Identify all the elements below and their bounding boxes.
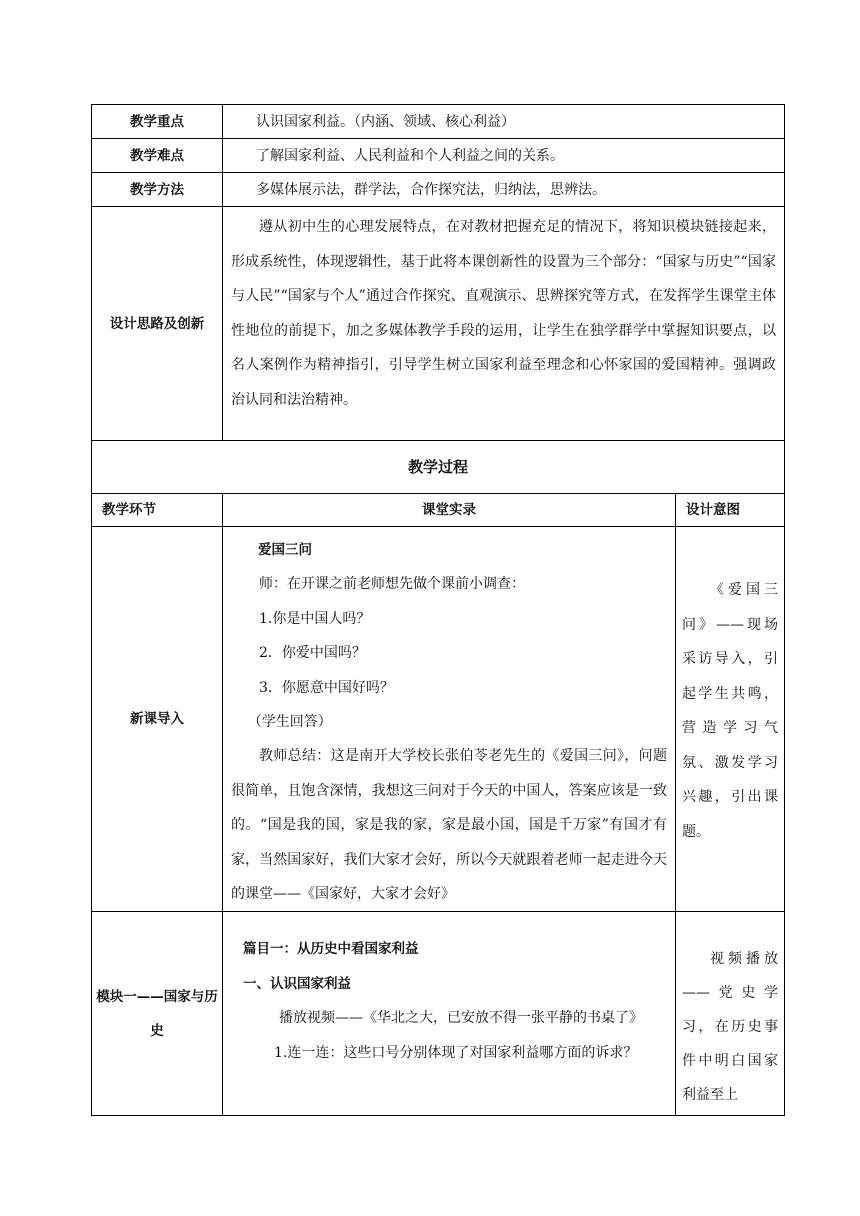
design-text: 遵从初中生的心理发展特点，在对教材把握充足的情况下，将知识模块链接起来，形成系统性，体现逻辑性，基于此将本课创新性的设置为三个部分：“国家与历史”“国家与人民”“国家与个人”通过合作探究、直观演示、思辨探究等方式，在发挥学生课堂主体性地位的前提下，加之多媒体教学手段的运用，让学生在独学群学中掌握知识要点，以名人案例作为精神指引，引导学生树立国家利益至理念和心怀家国的爱国精神。强调政治认同和法治精神。 [223, 207, 785, 441]
intro-line: （学生回答） [247, 714, 332, 731]
intro-record [223, 527, 676, 912]
process-header-row [92, 494, 785, 527]
methods-text: 多媒体展示法，群学法，合作探究法，归纳法，思辨法。 [223, 173, 785, 207]
module1-line-heading: 一、认识国家利益 [243, 975, 351, 992]
difficulties-text: 了解国家利益、人民利益和个人利益之间的关系。 [223, 139, 785, 173]
intro-line: 1.你是中国人吗？ [259, 610, 371, 627]
module1-line: 播放视频——《华北之大，已安放不得一张平静的书桌了》 [279, 1010, 643, 1027]
methods-label: 教学方法 [92, 173, 223, 207]
key-points-label: 教学重点 [92, 105, 223, 139]
lesson-plan-table [91, 104, 785, 1116]
intro-stage-label: 新课导入 [92, 527, 223, 912]
intro-line-title: 爱国三问 [258, 542, 312, 558]
methods-row [92, 173, 785, 207]
key-points-row [92, 105, 785, 139]
difficulties-row [92, 139, 785, 173]
intro-line: 师：在开课之前老师想先做个课前小调查： [259, 576, 525, 593]
stage-header: 教学环节 [92, 494, 223, 527]
intro-intent: 《爱国三问》——现场采访导入，引起学生共鸣，营造学习气氛、激发学习兴趣，引出课题。 [676, 527, 785, 912]
process-title-row [92, 441, 785, 494]
module1-stage-label: 模块一——国家与历史 [92, 912, 223, 1116]
intro-row [92, 527, 785, 912]
design-row [92, 207, 785, 441]
module1-line: 1.连一连：这些口号分别体现了对国家利益哪方面的诉求？ [274, 1044, 638, 1061]
intro-line: 2．你爱中国吗？ [259, 645, 366, 662]
module1-record [223, 912, 676, 1116]
intro-summary: 教师总结：这是南开大学校长张伯苓老先生的《爱国三问》，问题很简单，且饱含深情，我想这三问对于今天的中国人，答案应该是一致的。“国是我的国，家是我的家，家是最小国，国是千万家”有国才有家，当然国家好，我们大家才会好，所以今天就跟着老师一起走进今天的课堂——《国家好，大家才会好》 [231, 748, 667, 903]
key-points-text: 认识国家利益。（内涵、领域、核心利益） [223, 105, 785, 139]
lesson-plan [91, 104, 784, 1116]
intro-line: 3．你愿意中国好吗？ [259, 679, 394, 696]
intent-header: 设计意图 [676, 494, 785, 527]
process-title: 教学过程 [92, 441, 785, 494]
difficulties-label: 教学难点 [92, 139, 223, 173]
module1-row [92, 912, 785, 1116]
module1-line-title: 篇目一：从历史中看国家利益 [243, 941, 419, 958]
design-label: 设计思路及创新 [92, 207, 223, 441]
module1-intent: 视频播放——党史学习，在历史事件中明白国家利益至上 [676, 912, 785, 1116]
record-header: 课堂实录 [223, 494, 676, 527]
